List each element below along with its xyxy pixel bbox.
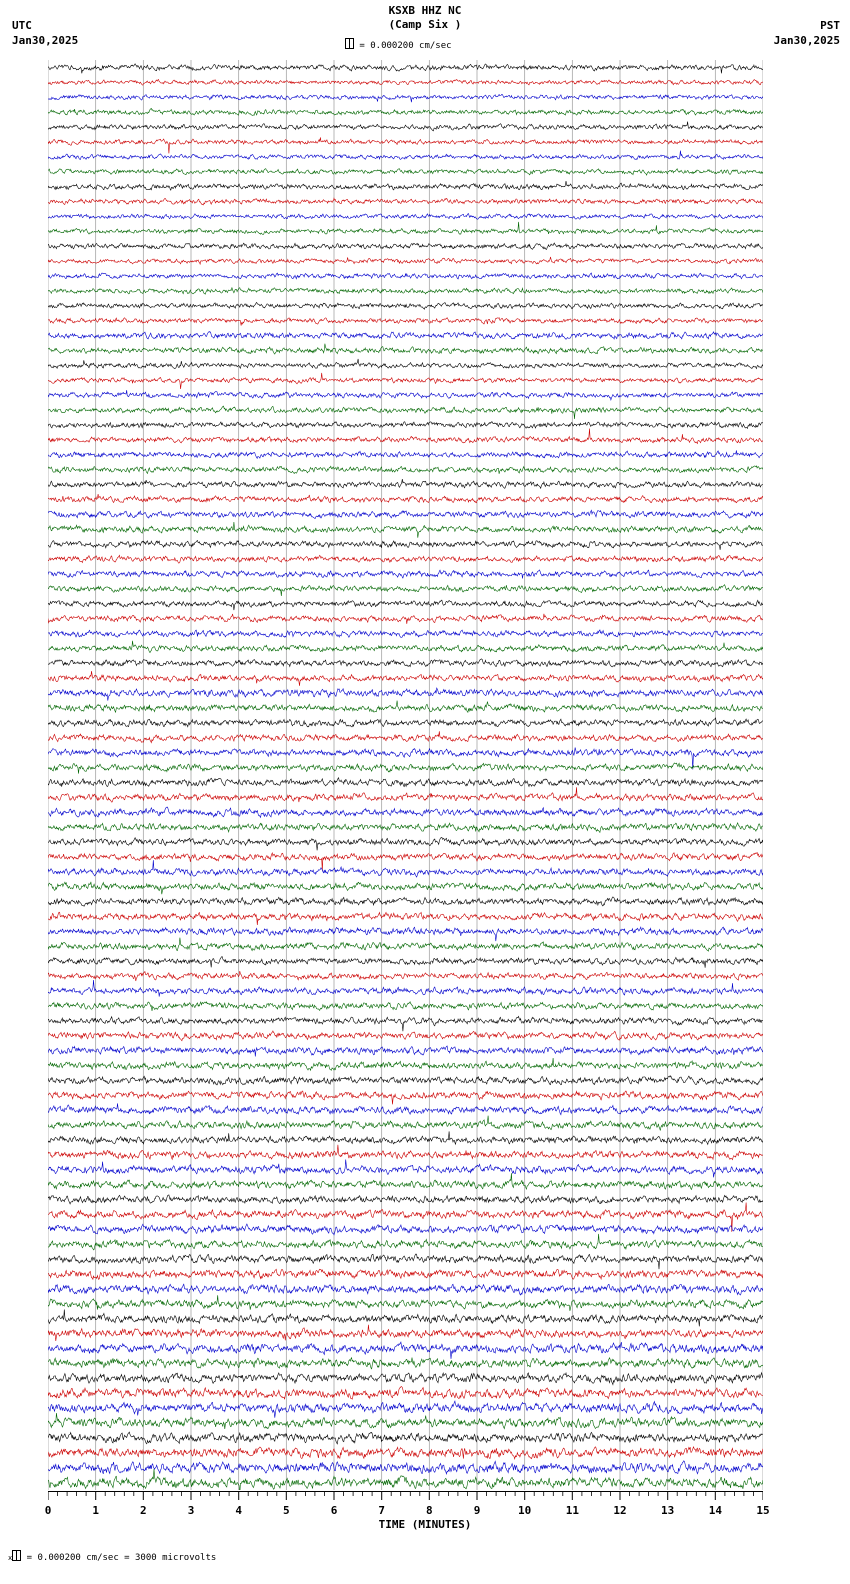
- x-tick-label: 14: [708, 1504, 722, 1517]
- trace-line: [48, 555, 763, 563]
- trace-line: [48, 214, 763, 220]
- trace-line: [48, 897, 763, 906]
- station-title: KSXB HHZ NC: [388, 4, 462, 17]
- trace-line: [48, 522, 763, 538]
- trace-line: [48, 1116, 763, 1131]
- trace-line: [48, 1342, 763, 1359]
- trace-line: [48, 287, 763, 294]
- x-tick-label: 1: [92, 1504, 99, 1517]
- trace-line: [48, 1076, 763, 1085]
- trace-line: [48, 406, 763, 419]
- trace-line: [48, 1195, 763, 1204]
- trace-line: [48, 570, 763, 579]
- trace-line: [48, 332, 763, 340]
- trace-line: [48, 718, 763, 727]
- trace-line: [48, 318, 763, 326]
- trace-line: [48, 1234, 763, 1250]
- trace-line: [48, 787, 763, 802]
- trace-line: [48, 1325, 763, 1341]
- helicorder-traces: [48, 60, 763, 1490]
- trace-line: [48, 359, 763, 369]
- trace-line: [48, 510, 763, 518]
- trace-line: [48, 302, 763, 309]
- trace-line: [48, 151, 763, 160]
- trace-line: [48, 429, 763, 444]
- trace-line: [48, 731, 763, 742]
- trace-line: [48, 466, 763, 474]
- x-tick-label: 4: [235, 1504, 242, 1517]
- trace-line: [48, 1373, 763, 1385]
- trace-line: [48, 860, 763, 877]
- trace-line: [48, 763, 763, 774]
- trace-line: [48, 980, 763, 997]
- trace-line: [48, 1145, 763, 1160]
- site-title: (Camp Six ): [388, 18, 462, 31]
- trace-line: [48, 1295, 763, 1311]
- x-tick-label: 9: [473, 1504, 481, 1517]
- footer-scale-bar-icon: [12, 1550, 21, 1561]
- trace-line: [48, 1310, 763, 1327]
- trace-line: [48, 1016, 763, 1031]
- right-timezone-label: PST: [820, 19, 840, 32]
- trace-line: [48, 927, 763, 941]
- trace-line: [48, 257, 763, 264]
- left-time-axis: [0, 60, 46, 1490]
- trace-line: [48, 1203, 763, 1232]
- trace-line: [48, 273, 763, 279]
- trace-line: [48, 938, 763, 952]
- trace-line: [48, 1284, 763, 1295]
- trace-line: [48, 600, 763, 610]
- trace-line: [48, 671, 763, 686]
- trace-line: [48, 1269, 763, 1279]
- trace-line: [48, 108, 763, 115]
- trace-line: [48, 688, 763, 701]
- trace-line: [48, 390, 763, 400]
- scale-bar-icon: [345, 38, 354, 49]
- trace-line: [48, 641, 763, 653]
- x-axis-ticks: [48, 1491, 763, 1505]
- trace-line: [48, 659, 763, 667]
- scale-reference: [345, 38, 452, 51]
- trace-line: [48, 1160, 763, 1178]
- trace-line: [48, 479, 763, 488]
- trace-line: [48, 957, 763, 968]
- trace-line: [48, 1469, 763, 1490]
- x-tick-label: 5: [283, 1504, 290, 1517]
- trace-line: [48, 373, 763, 389]
- x-tick-label: 13: [661, 1504, 675, 1517]
- trace-line: [48, 1401, 763, 1418]
- trace-line: [48, 1002, 763, 1011]
- x-axis-title: TIME (MINUTES): [378, 1518, 472, 1531]
- trace-line: [48, 181, 763, 190]
- x-tick-label: 2: [140, 1504, 147, 1517]
- trace-line: [48, 169, 763, 175]
- left-date-label: Jan30,2025: [12, 34, 79, 47]
- trace-line: [48, 198, 763, 205]
- footer-scale-label: = 0.000200 cm/sec = 3000 microvolts: [26, 1553, 217, 1563]
- trace-line: [48, 882, 763, 894]
- chart-header-center: [0, 4, 850, 32]
- trace-line: [48, 1254, 763, 1269]
- trace-line: [48, 494, 763, 503]
- trace-line: [48, 1058, 763, 1070]
- trace-line: [48, 1358, 763, 1369]
- trace-line: [48, 1031, 763, 1041]
- left-timezone-label: UTC: [12, 19, 32, 32]
- header-right: [774, 18, 840, 48]
- footer-scale: x = 0.000200 cm/sec = 3000 microvolts: [8, 1550, 216, 1563]
- trace-line: [48, 1046, 763, 1057]
- x-tick-label: 3: [187, 1504, 195, 1517]
- trace-line: [48, 778, 763, 787]
- header-left: [12, 18, 78, 48]
- trace-line: [48, 64, 763, 74]
- trace-line: [48, 807, 763, 817]
- trace-line: [48, 1461, 763, 1474]
- right-time-axis: [765, 60, 850, 1490]
- x-tick-label: 7: [378, 1504, 385, 1517]
- helicorder-plot: [48, 60, 763, 1490]
- trace-line: [48, 585, 763, 596]
- x-tick-label: 10: [518, 1504, 532, 1517]
- trace-line: [48, 912, 763, 925]
- trace-line: [48, 1173, 763, 1189]
- trace-line: [48, 243, 763, 249]
- scale-reference-label: = 0.000200 cm/sec: [359, 41, 452, 51]
- trace-line: [48, 1387, 763, 1400]
- x-tick-label: 0: [44, 1504, 52, 1517]
- trace-line: [48, 222, 763, 235]
- right-date-label: Jan30,2025: [773, 34, 840, 47]
- x-tick-label: 8: [426, 1504, 433, 1517]
- trace-line: [48, 137, 763, 153]
- trace-line: [48, 422, 763, 429]
- trace-line: [48, 122, 763, 131]
- trace-line: [48, 837, 763, 850]
- trace-line: [48, 541, 763, 550]
- x-tick-label: 12: [613, 1504, 627, 1517]
- trace-line: [48, 344, 763, 354]
- trace-line: [48, 94, 763, 102]
- trace-line: [48, 701, 763, 713]
- trace-line: [48, 1413, 763, 1429]
- trace-line: [48, 614, 763, 624]
- trace-line: [48, 630, 763, 638]
- x-tick-label: 15: [756, 1504, 770, 1517]
- trace-line: [48, 1103, 763, 1114]
- trace-line: [48, 1091, 763, 1104]
- trace-line: [48, 1447, 763, 1459]
- trace-line: [48, 853, 763, 871]
- trace-line: [48, 823, 763, 833]
- trace-line: [48, 1224, 763, 1235]
- trace-line: [48, 80, 763, 86]
- trace-line: [48, 450, 763, 458]
- x-tick-label: 11: [565, 1504, 579, 1517]
- trace-line: [48, 1131, 763, 1144]
- trace-line: [48, 971, 763, 981]
- trace-line: [48, 1432, 763, 1444]
- x-tick-label: 6: [330, 1504, 338, 1517]
